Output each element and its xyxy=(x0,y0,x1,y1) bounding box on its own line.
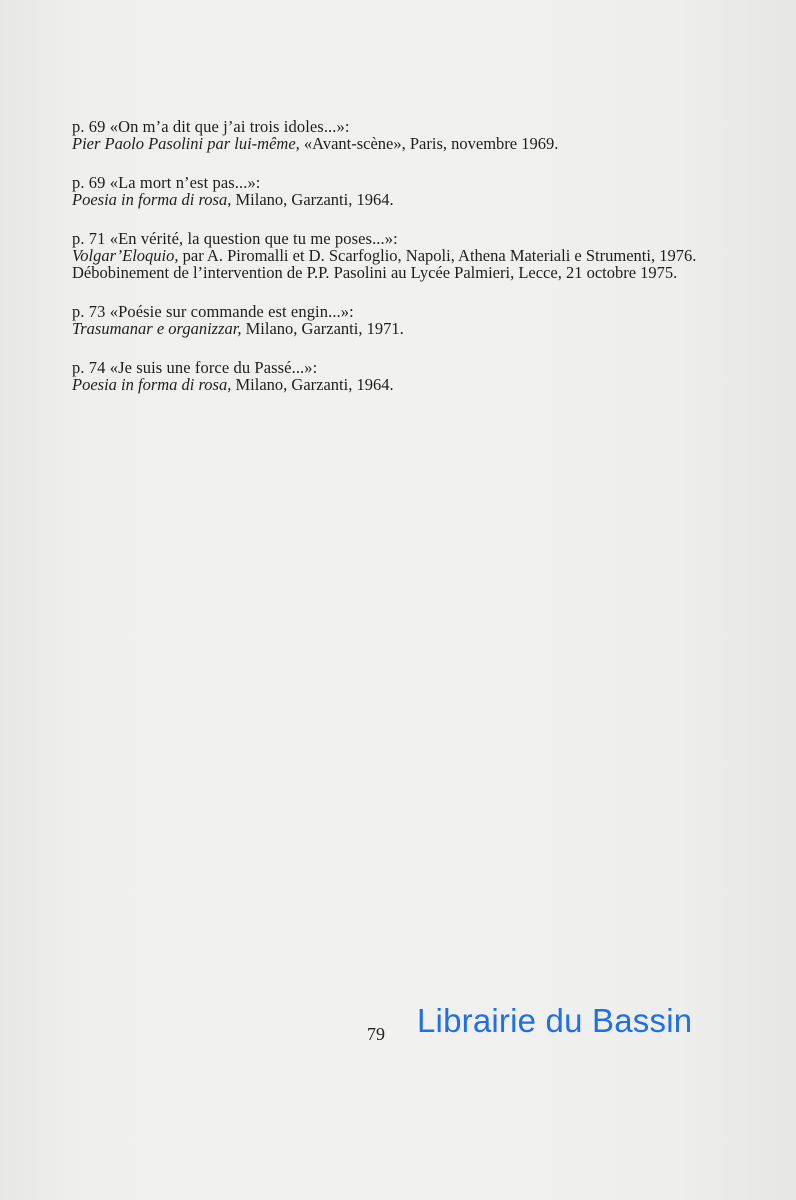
source-details: par A. Piromalli et D. Scarfoglio, Napoli, Athena Materiali e Strumenti, 1976. Débobinement de l’intervention de P.P. Pasolini au Lycée Palmieri, Lecce, 21 octobre 1975. xyxy=(72,246,697,282)
note-source xyxy=(72,247,712,281)
source-title: Pier Paolo Pasolini par lui-même, xyxy=(72,134,300,153)
note-source xyxy=(72,320,712,337)
page-number: 79 xyxy=(367,1024,385,1044)
source-title: Poesia in forma di rosa, xyxy=(72,375,232,394)
note-item xyxy=(72,359,712,393)
note-item xyxy=(72,174,712,208)
source-title: Poesia in forma di rosa, xyxy=(72,190,232,209)
note-item xyxy=(72,230,712,281)
source-notes xyxy=(72,118,712,415)
source-details: Milano, Garzanti, 1964. xyxy=(231,375,394,394)
note-source xyxy=(72,135,712,152)
note-reference: p. 69 «La mort n’est pas...»: xyxy=(72,173,261,192)
source-title: Trasumanar e organizzar, xyxy=(72,319,242,338)
note-source xyxy=(72,376,712,393)
note-source xyxy=(72,191,712,208)
source-title: Volgar’Eloquio, xyxy=(72,246,179,265)
note-item xyxy=(72,303,712,337)
note-reference: p. 69 «On m’a dit que j’ai trois idoles...»: xyxy=(72,117,350,136)
bookshop-watermark: Librairie du Bassin xyxy=(417,1002,693,1039)
source-details: Milano, Garzanti, 1964. xyxy=(231,190,394,209)
note-reference: p. 73 «Poésie sur commande est engin...»: xyxy=(72,302,354,321)
note-reference: p. 74 «Je suis une force du Passé...»: xyxy=(72,358,318,377)
source-details: Milano, Garzanti, 1971. xyxy=(241,319,404,338)
note-reference: p. 71 «En vérité, la question que tu me poses...»: xyxy=(72,229,398,248)
note-item xyxy=(72,118,712,152)
source-details: «Avant-scène», Paris, novembre 1969. xyxy=(299,134,559,153)
